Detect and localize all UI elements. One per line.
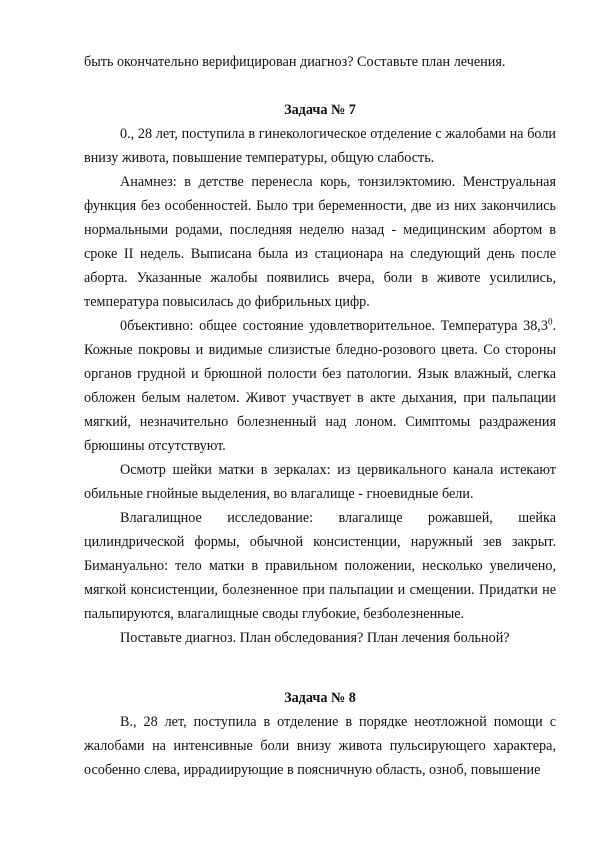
intro-line: быть окончательно верифицирован диагноз? Составьте план лечения. bbox=[84, 54, 506, 70]
task-7-paragraph-speculum: Осмотр шейки матки в зеркалах: из цервикального канала истекают обильные гнойные выделения, во влагалище - гноевидные бели. bbox=[84, 462, 556, 502]
spacer bbox=[84, 674, 556, 686]
spacer bbox=[84, 74, 556, 86]
task-7-paragraph-questions: Поставьте диагноз. План обследования? План лечения больной? bbox=[120, 630, 510, 646]
task-8-paragraph-complaints: В., 28 лет, поступила в отделение в порядке неотложной помощи с жалобами на интенсивные боли внизу живота пульсирующего характера, особенно слева, иррадиирующие в поясничную область, озноб, повышение bbox=[84, 714, 556, 778]
spacer bbox=[84, 86, 556, 98]
spacer bbox=[84, 650, 556, 674]
document-page bbox=[84, 50, 556, 782]
degree-superscript: 0 bbox=[547, 316, 553, 327]
task-7-title: Задача № 7 bbox=[284, 102, 356, 118]
task-7-paragraph-anamnesis: Анамнез: в детстве перенесла корь, тонзилэктомию. Менструальная функция без особенностей. Было три беременности, две из них закончились нормальными родами, последняя неделю назад - медицинским абортом в сроке II недель. Выписана была из стационара на следующий день после аборта. Указанные жалобы появились вчера, боли в животе усилились, температура повысилась до фибрильных цифр. bbox=[84, 174, 556, 310]
task-7-paragraph-objective bbox=[84, 314, 556, 458]
objective-text-end: . Кожные покровы и видимые слизистые бледно-розового цвета. Со стороны органов грудной и брюшной полости без патологии. Язык влажный, слегка обложен белым налетом. Живот участвует в акте дыхания, при пальпации мягкий, незначительно болезненный над лоном. Симптомы раздражения брюшины отсутствуют. bbox=[84, 318, 556, 454]
objective-text-start: 0бъективно: общее состояние удовлетворительное. Температура 38,3 bbox=[120, 318, 548, 334]
task-7-paragraph-vaginal-exam: Влагалищное исследование: влагалище рожавшей, шейка цилиндрической формы, обычной консистенции, наружный зев закрыт. Бимануально: тело матки в правильном положении, несколько увеличено, мягкой консистенции, болезненное при пальпации и смещении. Придатки не пальпируются, влагалищные своды глубокие, безболезненные. bbox=[84, 510, 556, 622]
task-8-title: Задача № 8 bbox=[284, 690, 356, 706]
task-7-paragraph-complaints: 0., 28 лет, поступила в гинекологическое отделение с жалобами на боли внизу живота, повышение температуры, общую слабость. bbox=[84, 126, 556, 166]
